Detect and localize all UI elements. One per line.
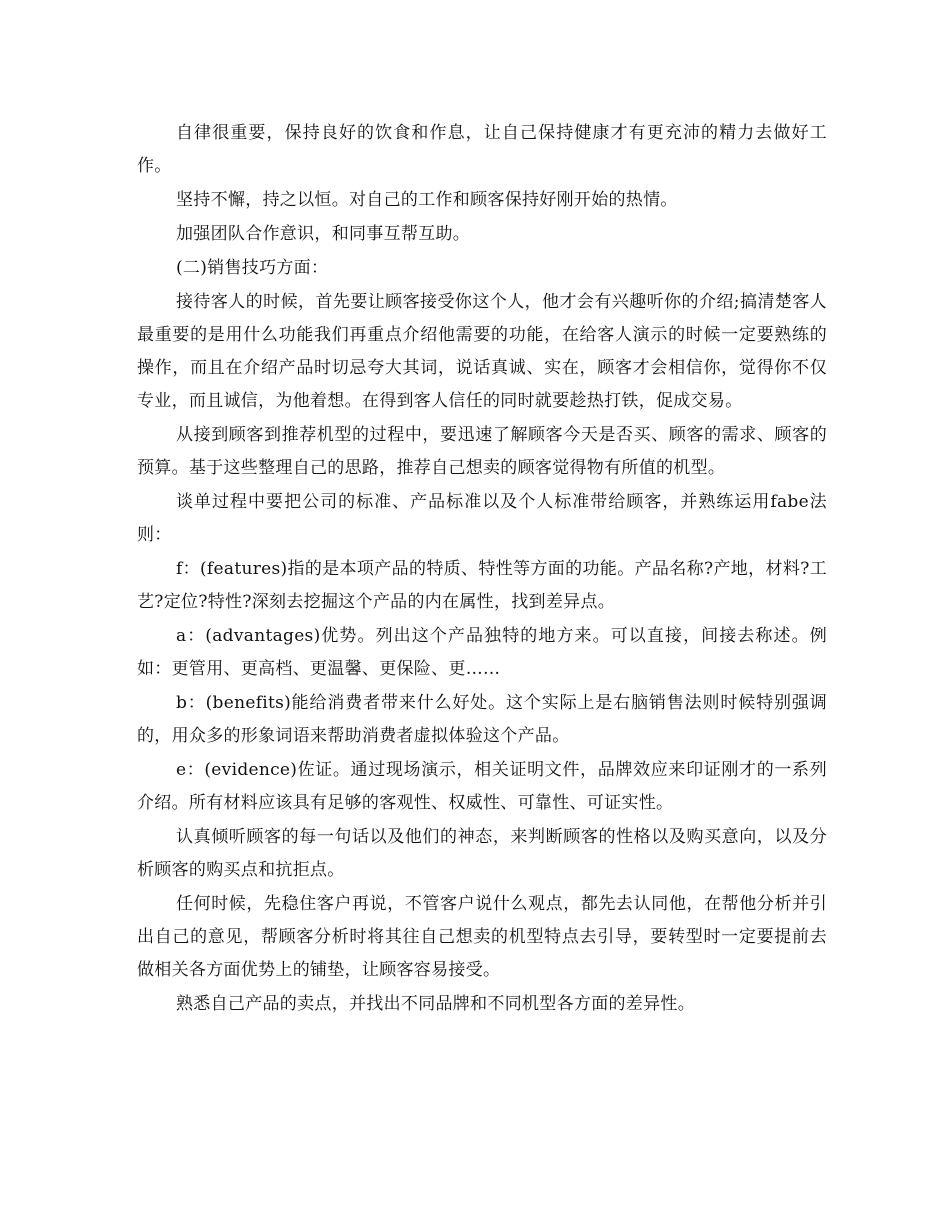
paragraph-stabilize-customer: 任何时候，先稳住客户再说，不管客户说什么观点，都先去认同他，在帮他分析并引出自己的意见，帮顾客分析时将其往自己想卖的机型特点去引导，要转型时一定要提前去做相关各方面优势上的铺垫，让顾客容易接受。 xyxy=(137,894,827,980)
section-heading-sales-skills: (二)销售技巧方面： xyxy=(176,258,329,278)
paragraph-self-discipline: 自律很重要，保持良好的饮食和作息，让自己保持健康才有更充沛的精力去做好工作。 xyxy=(137,123,827,176)
document-body xyxy=(137,117,827,1022)
paragraph-product-selling-points: 熟悉自己产品的卖点，并找出不同品牌和不同机型各方面的差异性。 xyxy=(176,994,695,1014)
paragraph-receiving-customers: 接待客人的时候，首先要让顾客接受你这个人，他才会有兴趣听你的介绍;搞清楚客人最重要的是用什么功能我们再重点介绍他需要的功能，在给客人演示的时候一定要熟练的操作，而且在介绍产品时切忌夸大其词，说话真诚、实在，顾客才会相信你，觉得你不仅专业，而且诚信，为他着想。在得到客人信任的同时就要趁热打铁，促成交易。 xyxy=(137,292,827,411)
paragraph-fabe-evidence: e：(evidence)佐证。通过现场演示，相关证明文件，品牌效应来印证刚才的一系列介绍。所有材料应该具有足够的客观性、权威性、可靠性、可证实性。 xyxy=(137,760,827,813)
paragraph-fabe-advantages: a：(advantages)优势。列出这个产品独特的地方来。可以直接，间接去称述。例如：更管用、更高档、更温馨、更保险、更…… xyxy=(137,626,827,679)
paragraph-fabe-features: f：(features)指的是本项产品的特质、特性等方面的功能。产品名称?产地，材料?工艺?定位?特性?深刻去挖掘这个产品的内在属性，找到差异点。 xyxy=(137,559,827,612)
paragraph-recommending-models: 从接到顾客到推荐机型的过程中，要迅速了解顾客今天是否买、顾客的需求、顾客的预算。基于这些整理自己的思路，推荐自己想卖的顾客觉得物有所值的机型。 xyxy=(137,425,827,478)
paragraph-fabe-benefits: b：(benefits)能给消费者带来什么好处。这个实际上是右脑销售法则时候特别强调的，用众多的形象词语来帮助消费者虚拟体验这个产品。 xyxy=(137,693,827,746)
paragraph-listening: 认真倾听顾客的每一句话以及他们的神态，来判断顾客的性格以及购买意向，以及分析顾客的购买点和抗拒点。 xyxy=(137,827,827,880)
paragraph-perseverance: 坚持不懈，持之以恒。对自己的工作和顾客保持好刚开始的热情。 xyxy=(176,190,678,210)
paragraph-fabe-intro: 谈单过程中要把公司的标准、产品标准以及个人标准带给顾客，并熟练运用fabe法则： xyxy=(137,492,827,545)
paragraph-teamwork: 加强团队合作意识，和同事互帮互助。 xyxy=(176,224,471,244)
